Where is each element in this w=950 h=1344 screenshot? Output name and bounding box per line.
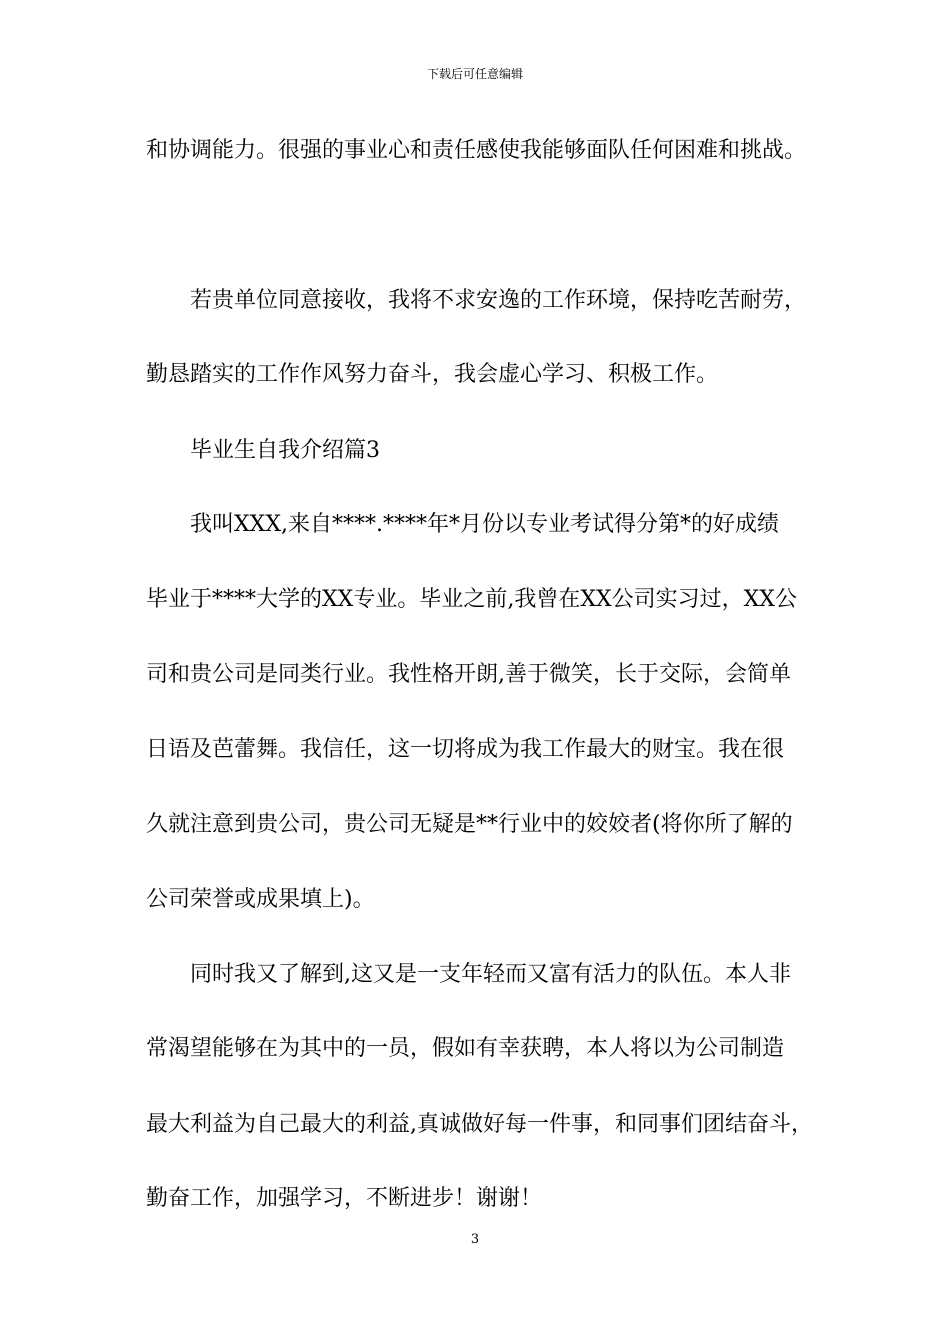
paragraph-line: 最大利益为自己最大的利益,真诚做好每一件事，和同事们团结奋斗，: [146, 1112, 813, 1137]
section-heading: 毕业生自我介绍篇3: [190, 438, 380, 463]
paragraph-line: 和协调能力。很强的事业心和责任感使我能够面队任何困难和挑战。: [146, 138, 807, 163]
paragraph-line: 公司荣誉或成果填上)。: [146, 887, 375, 912]
paragraph-line: 勤恳踏实的工作作风努力奋斗，我会虚心学习、积极工作。: [146, 362, 719, 387]
page-header: 下载后可任意编辑: [426, 67, 523, 81]
paragraph-line: 常渴望能够在为其中的一员，假如有幸获聘，本人将以为公司制造: [146, 1036, 785, 1061]
paragraph-line: 我叫XXX,来自****.****年*月份以专业考试得分第*的好成绩: [190, 512, 779, 537]
paragraph-line: 勤奋工作，加强学习，不断进步！谢谢！: [146, 1186, 543, 1211]
paragraph-line: 日语及芭蕾舞。我信任，这一切将成为我工作最大的财宝。我在很: [146, 737, 785, 762]
paragraph-line: 同时我又了解到,这又是一支年轻而又富有活力的队伍。本人非: [190, 962, 791, 987]
paragraph-line: 若贵单位同意接收，我将不求安逸的工作环境，保持吃苦耐劳，: [190, 288, 807, 313]
paragraph-line: 司和贵公司是同类行业。我性格开朗,善于微笑，长于交际，会简单: [146, 662, 791, 687]
page-number: 3: [470, 1232, 480, 1247]
paragraph-line: 毕业于****大学的XX专业。毕业之前,我曾在XX公司实习过，XX公: [146, 587, 797, 612]
paragraph-line: 久就注意到贵公司，贵公司无疑是**行业中的姣姣者(将你所了解的: [146, 812, 793, 837]
